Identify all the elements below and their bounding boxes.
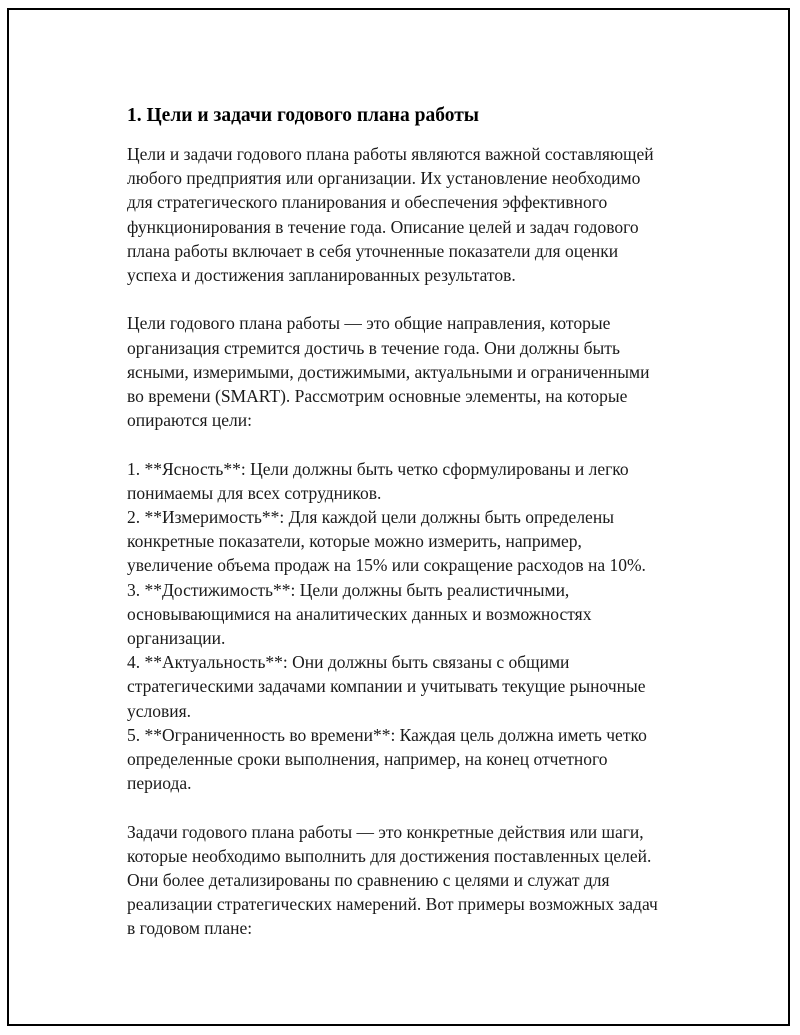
list-item-line: стратегическими задачами компании и учитывать текущие рыночные: [127, 676, 646, 697]
text-line: Они более детализированы по сравнению с целями и служат для: [127, 870, 610, 891]
paragraph-gap: [127, 287, 707, 311]
list-item-line: конкретные показатели, которые можно измерить, например,: [127, 531, 582, 552]
text-line: успеха и достижения запланированных результатов.: [127, 265, 516, 286]
list-item-line: организации.: [127, 628, 226, 649]
text-line: Цели годового плана работы — это общие направления, которые: [127, 313, 611, 334]
text-line: которые необходимо выполнить для достижения поставленных целей.: [127, 845, 652, 866]
text-line: организация стремится достичь в течение года. Они должны быть: [127, 337, 620, 358]
text-line: Задачи годового плана работы — это конкретные действия или шаги,: [127, 821, 644, 842]
paragraph-goals: [127, 311, 707, 432]
text-line: для стратегического планирования и обеспечения эффективного: [127, 192, 608, 213]
list-item-line: 1. **Ясность**: Цели должны быть четко сформулированы и легко: [127, 458, 629, 479]
smart-list: [127, 457, 707, 796]
list-item-line: условия.: [127, 700, 192, 721]
list-item-line: периода.: [127, 773, 192, 794]
list-item-line: 2. **Измеримость**: Для каждой цели должны быть определены: [127, 507, 614, 528]
paragraph-tasks: [127, 820, 707, 941]
list-item-line: увеличение объема продаж на 15% или сокращение расходов на 10%.: [127, 555, 646, 576]
list-item-line: основывающимися на аналитических данных и возможностях: [127, 603, 592, 624]
page-frame: [7, 8, 790, 1026]
text-line: ясными, измеримыми, достижимыми, актуальными и ограниченными: [127, 361, 650, 382]
list-item-line: определенные сроки выполнения, например, на конец отчетного: [127, 749, 608, 770]
document-body: [127, 102, 707, 941]
list-item-line: 3. **Достижимость**: Цели должны быть реалистичными,: [127, 579, 570, 600]
text-line: плана работы включает в себя уточненные показатели для оценки: [127, 240, 619, 261]
text-line: Цели и задачи годового плана работы являются важной составляющей: [127, 144, 654, 164]
text-line: реализации стратегических намерений. Вот примеры возможных задач: [127, 894, 658, 915]
text-line: любого предприятия или организации. Их установление необходимо: [127, 168, 641, 189]
paragraph-intro: [127, 142, 707, 287]
list-item-line: 5. **Ограниченность во времени**: Каждая цель должна иметь четко: [127, 724, 647, 745]
text-line: опираются цели:: [127, 410, 252, 431]
text-line: функционирования в течение года. Описание целей и задач годового: [127, 216, 639, 237]
text-line: в годовом плане:: [127, 918, 253, 939]
list-item-line: понимаемы для всех сотрудников.: [127, 482, 382, 503]
paragraph-gap: [127, 432, 707, 456]
paragraph-gap: [127, 795, 707, 819]
text-line: во времени (SMART). Рассмотрим основные элементы, на которые: [127, 386, 628, 407]
list-item-line: 4. **Актуальность**: Они должны быть связаны с общими: [127, 652, 570, 673]
section-heading: 1. Цели и задачи годового плана работы: [127, 105, 480, 126]
